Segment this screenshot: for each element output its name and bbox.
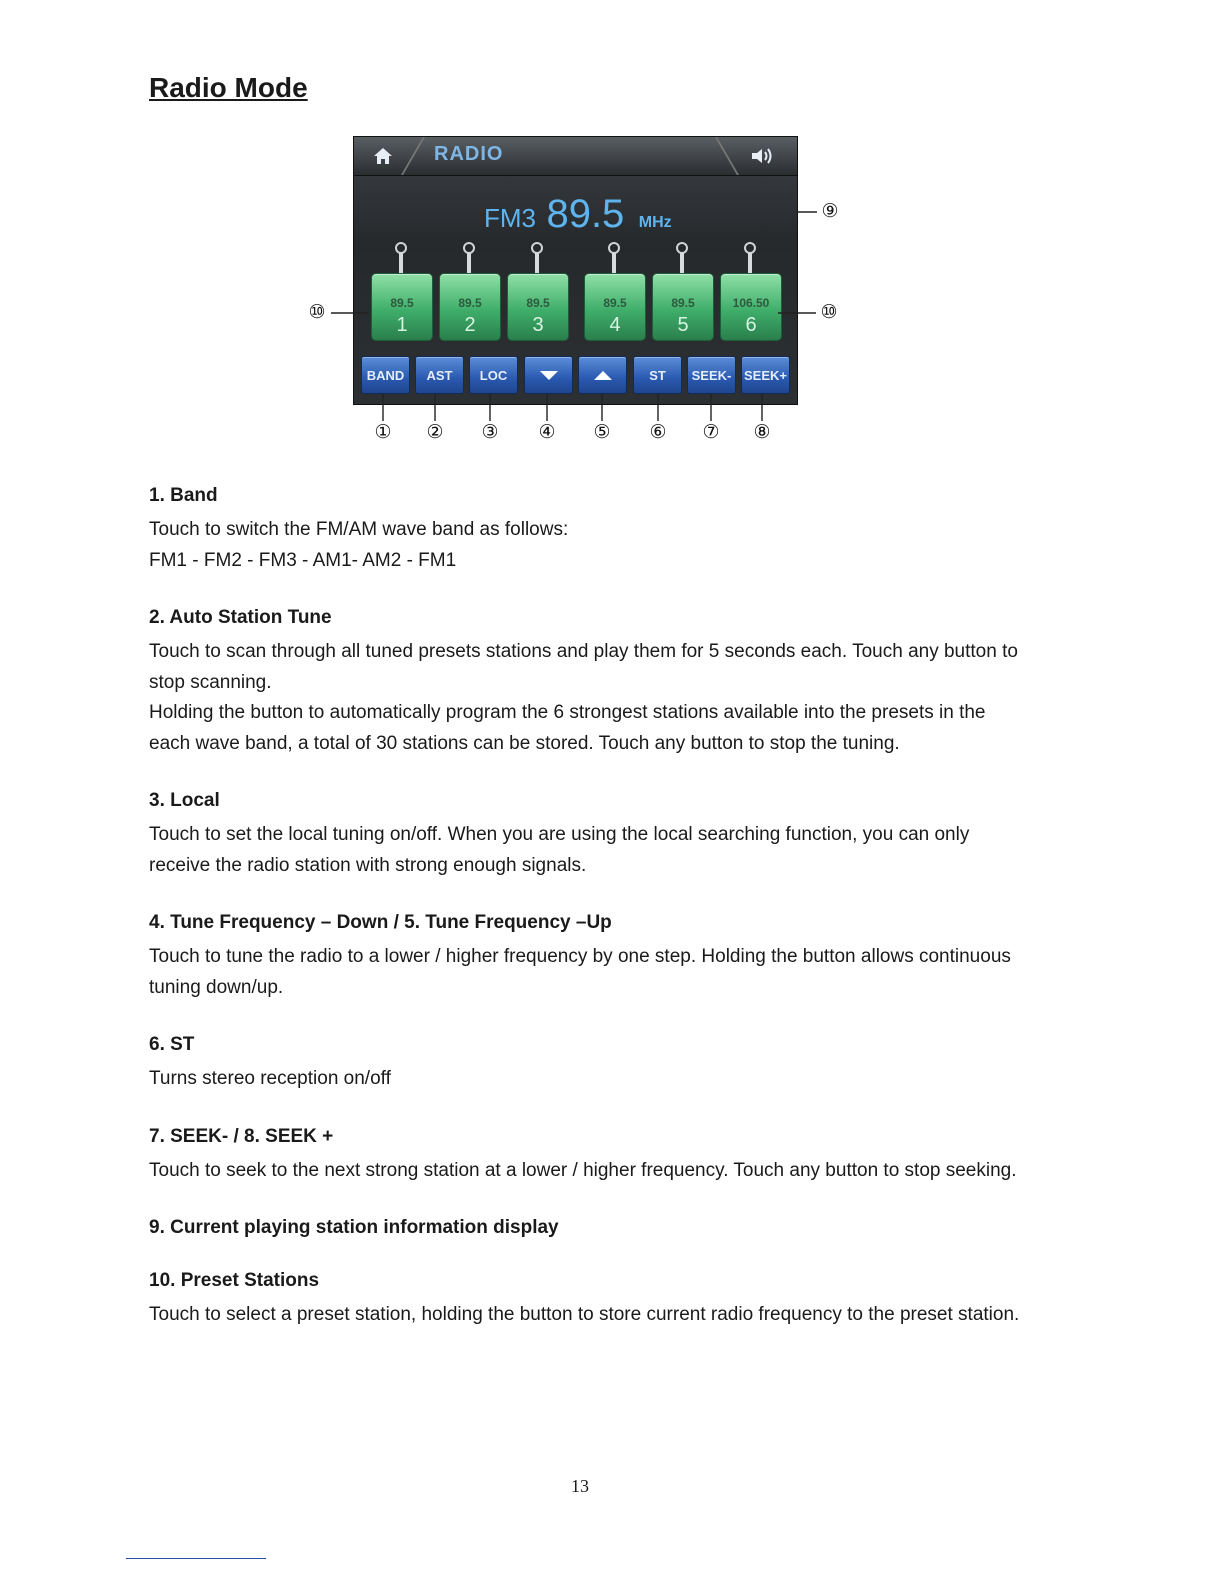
callout-1: ①: [374, 422, 392, 443]
callout-9: ⑨: [821, 201, 839, 222]
preset-number: 3: [532, 314, 544, 336]
section-heading: 10. Preset Stations: [149, 1270, 320, 1291]
section-paragraph: Touch to select a preset station, holding the button to store current radio frequency to the preset station.: [149, 1304, 1020, 1325]
callout-6: ⑥: [649, 422, 667, 443]
loc-button-label: LOC: [479, 367, 508, 383]
section-paragraph: FM1 - FM2 - FM3 - AM1- AM2 - FM1: [149, 549, 457, 571]
section-heading: 4. Tune Frequency – Down / 5. Tune Frequency –Up: [149, 912, 612, 933]
preset-number: 2: [464, 314, 476, 336]
section-auto-station-tune: [149, 607, 1029, 759]
seek-up-button-label: SEEK+: [744, 367, 787, 383]
preset-frequency: 89.5: [390, 296, 414, 310]
section-heading: 3. Local: [149, 790, 220, 811]
section-band: [149, 485, 1029, 576]
ast-button-label: AST: [426, 367, 453, 383]
callout-10-left: ⑩: [308, 302, 326, 323]
preset-number: 5: [677, 314, 689, 336]
section-preset-stations: [149, 1270, 1029, 1331]
radio-screen-figure: [300, 136, 860, 456]
section-heading: 6. ST: [149, 1034, 195, 1055]
preset-frequency: 106.50: [732, 296, 770, 310]
preset-number: 1: [396, 314, 408, 336]
preset-frequency: 89.5: [526, 296, 550, 310]
section-station-info-display: [149, 1217, 1029, 1239]
callout-7: ⑦: [702, 422, 720, 443]
section-paragraph: Touch to tune the radio to a lower / higher frequency by one step. Holding the button allows continuous tuning down/up.: [149, 946, 1011, 998]
callout-5: ⑤: [593, 422, 611, 443]
section-heading: 9. Current playing station information display: [149, 1217, 559, 1238]
section-paragraph: Touch to switch the FM/AM wave band as follows:: [149, 519, 569, 540]
page-title: Radio Mode: [149, 72, 308, 103]
seek-down-button-label: SEEK-: [691, 367, 732, 383]
section-paragraph: Touch to seek to the next strong station at a lower / higher frequency. Touch any button to stop seeking.: [149, 1159, 1017, 1181]
section-paragraph: Turns stereo reception on/off: [149, 1068, 391, 1089]
frequency-value: 89.5: [546, 192, 625, 236]
section-st: [149, 1034, 1029, 1095]
preset-frequency: 89.5: [603, 296, 627, 310]
section-heading: 2. Auto Station Tune: [149, 607, 332, 628]
callout-4: ④: [538, 422, 556, 443]
preset-number: 6: [745, 314, 757, 336]
callout-8: ⑧: [753, 422, 771, 443]
section-tune-frequency: [149, 912, 1029, 1003]
frequency-unit: MHz: [638, 214, 672, 231]
preset-frequency: 89.5: [458, 296, 482, 310]
preset-number: 4: [609, 314, 621, 336]
instructions: [149, 485, 1029, 1362]
section-seek: [149, 1126, 1029, 1187]
section-heading: 7. SEEK- / 8. SEEK +: [149, 1125, 334, 1147]
page-number: 13: [571, 1476, 589, 1496]
band-button-label: BAND: [366, 367, 405, 383]
st-button-label: ST: [649, 367, 666, 383]
callout-lines: [300, 136, 860, 456]
preset-frequency: 89.5: [671, 296, 695, 310]
radio-title: RADIO: [434, 143, 504, 165]
section-local: [149, 790, 1029, 881]
callout-3: ③: [481, 422, 499, 443]
band-label: FM3: [484, 203, 536, 233]
callout-2: ②: [426, 422, 444, 443]
section-paragraph: Touch to scan through all tuned presets stations and play them for 5 seconds each. Touch any button to stop scanning.: [149, 641, 1018, 693]
section-paragraph: Touch to set the local tuning on/off. When you are using the local searching function, you can only receive the radio station with strong enough signals.: [149, 824, 970, 876]
section-heading: 1. Band: [149, 485, 218, 506]
callout-10-right: ⑩: [820, 302, 838, 323]
footer-rule: [126, 1558, 266, 1559]
section-paragraph: Holding the button to automatically program the 6 strongest stations available into the presets in the each wave band, a total of 30 stations can be stored. Touch any button to stop the tuning.: [149, 702, 986, 754]
